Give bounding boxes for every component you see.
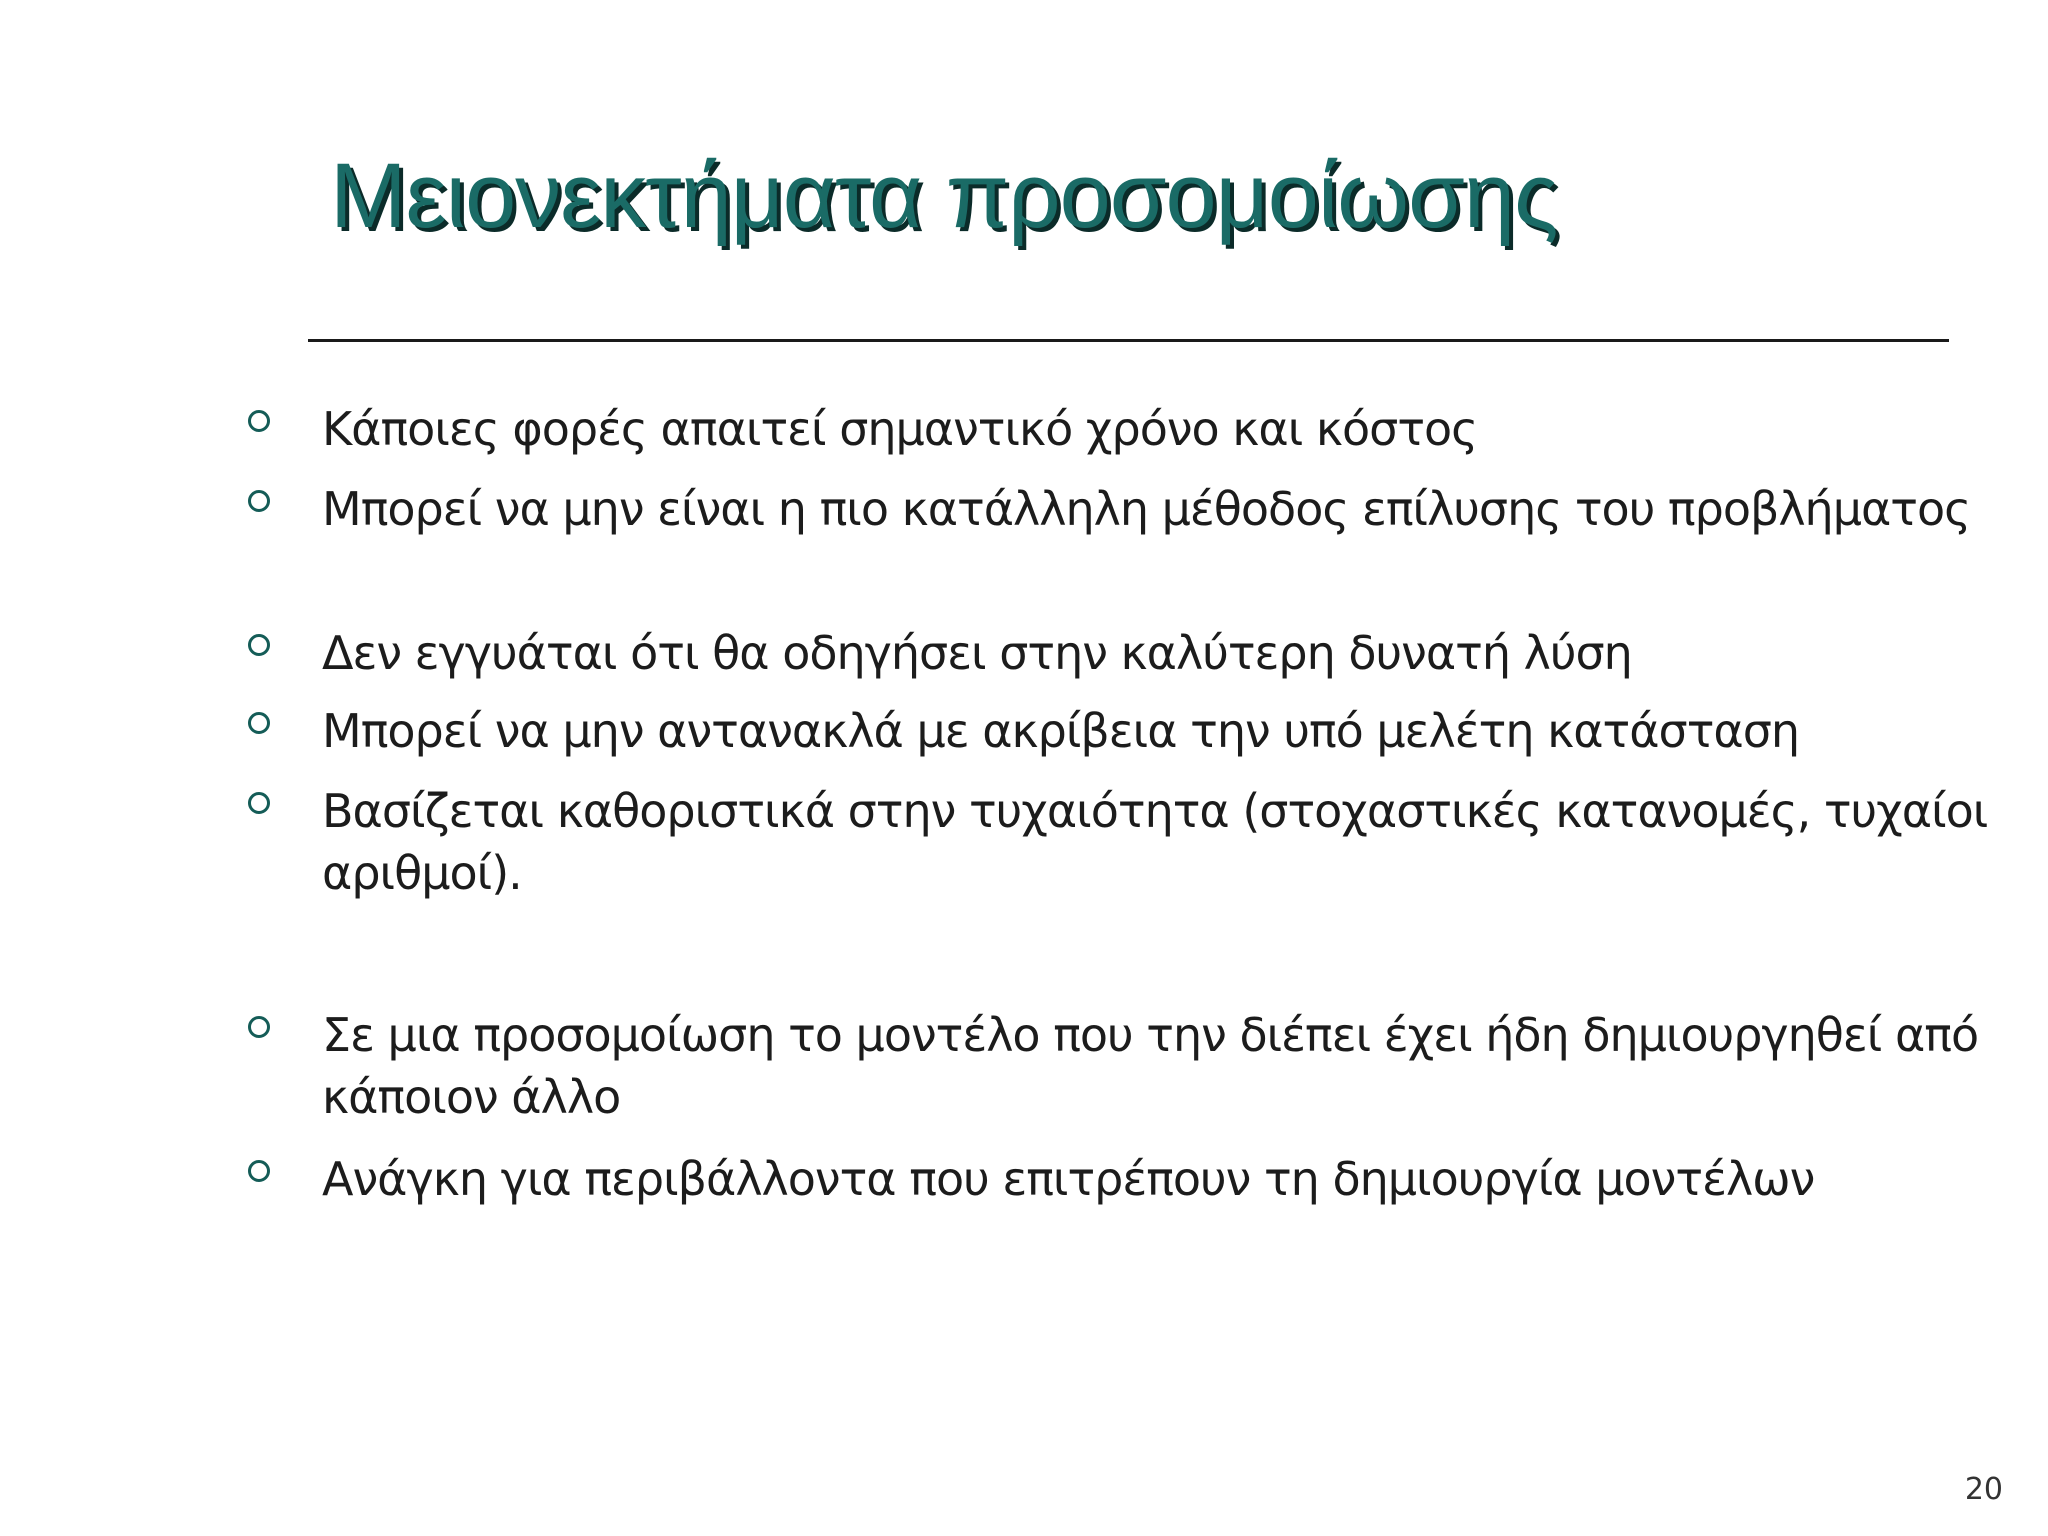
- slide-title: Μειονεκτήματα προσομοίωσης: [330, 145, 1558, 247]
- page-number: 20: [1964, 1472, 2003, 1507]
- hollow-circle-icon: [248, 1016, 270, 1038]
- bullet-text: Μπορεί να μην είναι η πιο κατάλληλη μέθοδος επίλυσης του προβλήματος: [322, 482, 1971, 536]
- bullet-text: Ανάγκη για περιβάλλοντα που επιτρέπουν τη δημιουργία μοντέλων: [322, 1152, 1815, 1206]
- title-divider: [308, 339, 1949, 342]
- bullet-text: Μπορεί να μην αντανακλά με ακρίβεια την υπό μελέτη κατάσταση: [322, 704, 1800, 758]
- bullet-text: Σε μια προσομοίωση το μοντέλο που την διέπει έχει ήδη δημιουργηθεί από κάποιον άλλο: [322, 1008, 1979, 1124]
- bullet-text: Κάποιες φορές απαιτεί σημαντικό χρόνο και κόστος: [322, 402, 1478, 456]
- hollow-circle-icon: [248, 490, 270, 512]
- hollow-circle-icon: [248, 712, 270, 734]
- bullet-text: Βασίζεται καθοριστικά στην τυχαιότητα (στοχαστικές κατανομές, τυχαίοι αριθμοί).: [322, 784, 1988, 900]
- hollow-circle-icon: [248, 792, 270, 814]
- bullet-text: Δεν εγγυάται ότι θα οδηγήσει στην καλύτερη δυνατή λύση: [322, 626, 1632, 680]
- hollow-circle-icon: [248, 1160, 270, 1182]
- hollow-circle-icon: [248, 410, 270, 432]
- hollow-circle-icon: [248, 634, 270, 656]
